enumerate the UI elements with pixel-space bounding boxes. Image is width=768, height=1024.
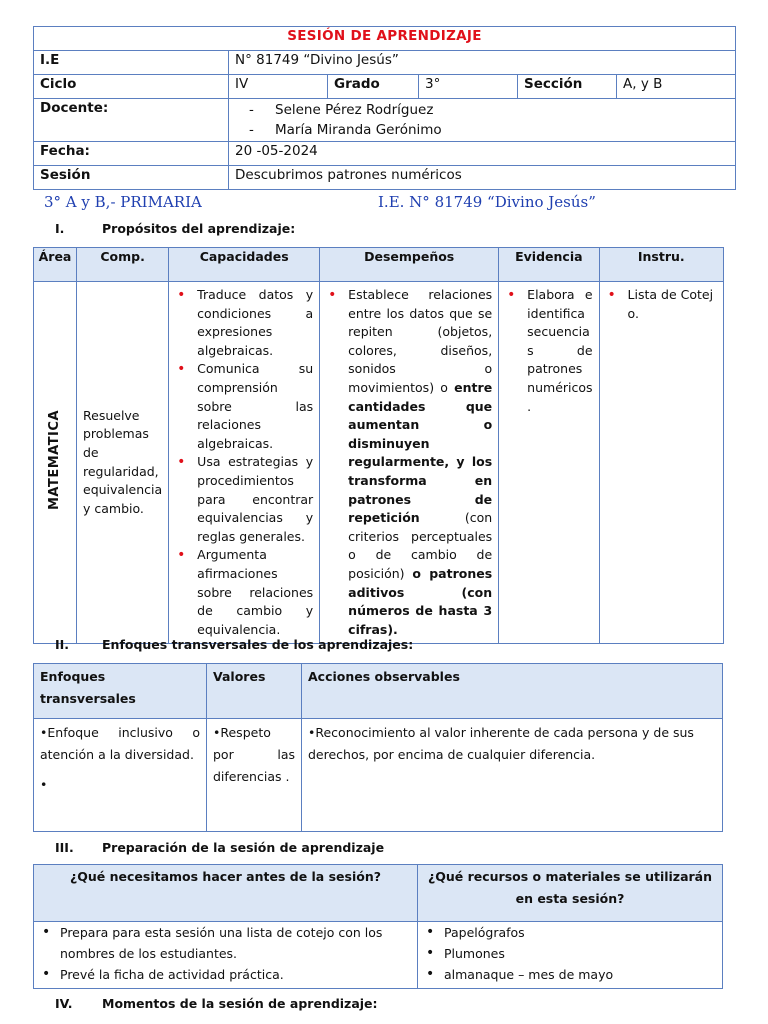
seccion-label: Sección xyxy=(518,75,617,99)
col-comp: Comp. xyxy=(77,248,169,282)
valores-cell: •Respeto por las diferencias . xyxy=(207,719,302,832)
enfoque-empty-bullet: • xyxy=(40,777,48,792)
sesion-label: Sesión xyxy=(34,166,229,190)
fecha-label: Fecha: xyxy=(34,142,229,166)
instrumento-item: • Lista de Cotej o. xyxy=(606,286,717,323)
enfoque-text: •Enfoque inclusivo o atención a la diversidad. xyxy=(40,725,200,762)
col-recursos: ¿Qué recursos o materiales se utilizarán en esta sesión? xyxy=(418,865,723,922)
grado-value: 3° xyxy=(419,75,518,99)
antes-cell xyxy=(34,922,418,989)
capacidad-item: • Argumenta afirmaciones sobre relaciones de cambio y equivalencia. xyxy=(175,546,313,639)
section-2-heading: II. Enfoques transversales de los aprendizajes: xyxy=(55,637,414,652)
purposes-table xyxy=(33,247,724,644)
evidencia-cell xyxy=(499,282,599,644)
antes-item: • Prevé la ficha de actividad práctica. xyxy=(38,964,413,985)
col-evidencia: Evidencia xyxy=(499,248,599,282)
section-4-heading: IV. Momentos de la sesión de aprendizaje: xyxy=(55,996,378,1011)
enfoques-table xyxy=(33,663,723,832)
ciclo-value: IV xyxy=(229,75,328,99)
capacidad-item: • Traduce datos y condiciones a expresiones algebraicas. xyxy=(175,286,313,360)
evidencia-item: • Elabora e identifica secuencia s de patrones numéricos . xyxy=(505,286,592,416)
col-antes: ¿Qué necesitamos hacer antes de la sesión? xyxy=(34,865,418,922)
col-enfoques: Enfoques transversales xyxy=(34,664,207,719)
col-area: Área xyxy=(34,248,77,282)
session-title: SESIÓN DE APRENDIZAJE xyxy=(34,27,736,51)
fecha-value: 20 -05-2024 xyxy=(229,142,736,166)
banner-school: I.E. N° 81749 “Divino Jesús” xyxy=(378,193,596,211)
col-valores: Valores xyxy=(207,664,302,719)
ie-label: I.E xyxy=(34,51,229,75)
instrumento-cell xyxy=(599,282,723,644)
recurso-item: • Plumones xyxy=(422,943,718,964)
col-capacidades: Capacidades xyxy=(169,248,320,282)
ciclo-label: Ciclo xyxy=(34,75,229,99)
capacidad-item: • Comunica su comprensión sobre las relaciones algebraicas. xyxy=(175,360,313,453)
grado-label: Grado xyxy=(328,75,419,99)
enfoque-cell xyxy=(34,719,207,832)
seccion-value: A, y B xyxy=(617,75,736,99)
col-desempenos: Desempeños xyxy=(320,248,499,282)
section-1-heading: I. Propósitos del aprendizaje: xyxy=(55,221,296,236)
banner-grade: 3° A y B,- PRIMARIA xyxy=(44,193,202,211)
docente-label: Docente: xyxy=(34,99,229,142)
preparacion-table xyxy=(33,864,723,989)
area-label: MATEMATICA xyxy=(46,409,62,510)
recurso-item: • almanaque – mes de mayo xyxy=(422,964,718,985)
col-instru: Instru. xyxy=(599,248,723,282)
docente-list xyxy=(229,99,736,142)
docente-item: - María Miranda Gerónimo xyxy=(249,122,442,138)
capacidad-item: • Usa estrategias y procedimientos para encontrar equivalencias y reglas generales. xyxy=(175,453,313,546)
area-cell xyxy=(34,282,77,644)
ie-value: N° 81749 “Divino Jesús” xyxy=(229,51,736,75)
acciones-cell: •Reconocimiento al valor inherente de cada persona y de sus derechos, por encima de cualquier diferencia. xyxy=(302,719,723,832)
recursos-cell xyxy=(418,922,723,989)
comp-cell: Resuelve problemas de regularidad, equivalencia y cambio. xyxy=(77,282,169,644)
capacidades-cell xyxy=(169,282,320,644)
desempenos-cell xyxy=(320,282,499,644)
section-3-heading: III. Preparación de la sesión de aprendizaje xyxy=(55,840,385,855)
desempeno-item: • Establece relaciones entre los datos que se repiten (objetos, colores, diseños, sonidos o movimientos) o entre cantidades que aumentan o disminuyen regularmente, y los transforma en patrones de repetición (con criterios perceptuales o de cambio de posición) o patrones aditivos (con números de hasta 3 cifras). xyxy=(326,286,492,639)
antes-item: • Prepara para esta sesión una lista de cotejo con los nombres de los estudiantes. xyxy=(38,922,413,964)
docente-item: - Selene Pérez Rodríguez xyxy=(249,102,434,118)
recurso-item: • Papelógrafos xyxy=(422,922,718,943)
sesion-value: Descubrimos patrones numéricos xyxy=(229,166,736,190)
session-header-table xyxy=(33,26,736,190)
col-acciones: Acciones observables xyxy=(302,664,723,719)
